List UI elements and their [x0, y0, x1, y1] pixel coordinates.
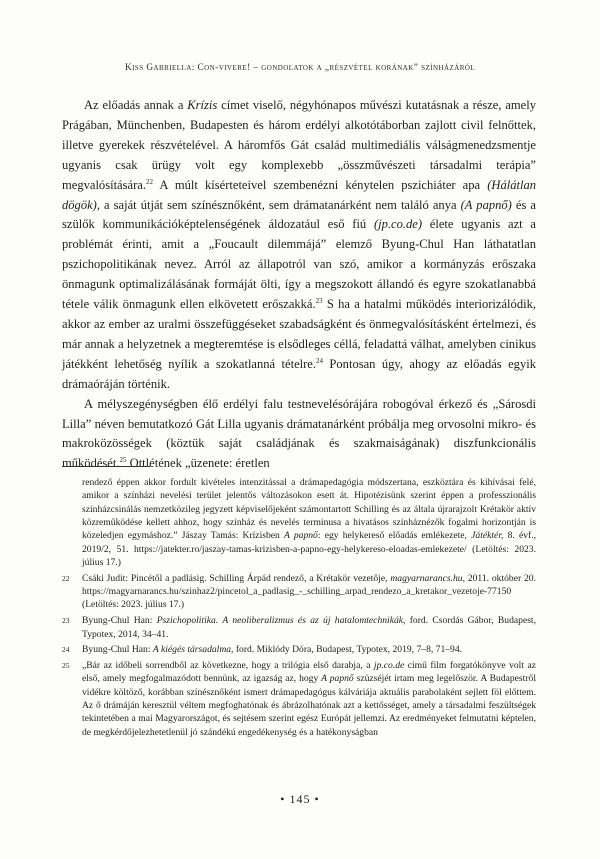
running-header: Kiss Gabriella: Con-vivere! – gondolatok a „részvétel korának” színházáról — [124, 63, 476, 73]
footnote-25: 25 „Bár az időbeli sorrendből az következne, hogy a trilógia első darabja, a jp.co.de című film forgatókönyve volt az első, amely megfogalmazódott bennünk, az igazság az, hogy A papnő szüzséjét írtam meg legelőször. A Budapestről vidékre költöző, korábban színésznőként ismert drámapedagógus kálváriája aktuális parabolaként sejlett föl előttem. Az ő drámáján keresztül véltem megfoghatónak és ábrázolhatónak azt a kettősséget, amely a társadalmi feszültségek tekintetében a mai Magyarországot, és sejtésem szerint egész Európát jellemzi. Az eredményeket felmutatni képtelen, de megkérdőjelezhetetlenül jó szándékú engedékenység és a hatékonyságban — [62, 660, 536, 738]
body-paragraph: Az előadás annak a Krízis címet viselő, négyhónapos művészi kutatásnak a része, amely Prágában, Münchenben, Budapesten és három erdélyi alkotótáborban zajlott civil felnőttek, illetve gyerekek részvételével. A háromfős Gát család multimediális válságmenedzsmentje ugyanis csak ürügy volt egy komplexebb „összművészeti társadalmi terápia” megvalósítására.$^{22}$ A múlt kísérteteivel szembenézni kénytelen pszichiáter apa (Hálátlan dögök), a saját útját sem színésznőként, sem drámatanárként nem találó anya (A papnő) és a szülők kommunikációképtelenségének áldozatául eső fiú (jp.co.de) élete ugyanis azt a problémát érinti, amit a „Foucault dilemmájá” elemző Byung-Chul Han láthatatlan pszichopolitikának nevez. Arról az állapotról van szó, amikor a kormányzás erőszaka önmagunk optimalizálásának formáját ölti, így a megszokott állandó és egyre szokatlanabbá tétele válik önmagunk ellen elkövetett erőszakká.$^{23}$ S ha a hatalmi működés interiorizálódik, akkor az ember az uralmi összefüggéseket szabadságként és önmegvalósításként értelmezi, és már annak a helyzetnek a megteremtése is elsődleges céllá, feladattá válhat, amelyben cinikus játékként lehetőség nyílik a szokatlanná tételre.$^{24}$ Pontosan úgy, ahogy az előadás egyik drámaóráján történik. — [62, 98, 536, 391]
footnotes — [62, 476, 536, 741]
footnote-number: 22 — [62, 573, 70, 583]
footnote-ref: 25 — [119, 456, 127, 465]
footnote-24: 24 Byung-Chul Han: A kiégés társadalma, ford. Miklódy Dóra, Budapest, Typotex, 2019, 7–8, 71–94. — [62, 644, 463, 656]
footnote-continued: rendező éppen akkor fordult kivételes intenzitással a drámapedagógia módszertana, eszköztára és kihívásai felé, amikor a színházi nevelési terület jelentős változásokon esett át. Hipotézisünk szerint éppen a professzionális színházcsinálás nemzetközileg jegyzett képviselőjeként számontartott Schilling és az általa újrarajzolt Krétakör aktív közreműködése kellett ahhoz, hogy színház és nevelés terminusa a hivatásos színháznézők fogalmi horizontján is közeledjen egymáshoz.” Jászay Tamás: Krízisben A papnő: egy helykereső előadás emlékezete, Játéktér, 8. évf., 2019/2, 51. https://jatekter.ro/jaszay-tamas-krizisben-a-papno-egy-helykereso-eloadas-emlekezete/ (Letöltés: 2023. július 17.) — [82, 477, 536, 569]
footnote-number: 23 — [62, 616, 70, 626]
footnote-ref: 23 — [315, 296, 323, 305]
page-number: • 145 • — [280, 792, 320, 806]
footnote-23: 23 Byung-Chul Han: Pszichopolitika. A neoliberalizmus és az új hatalomtechnikák, ford. Csordás Gábor, Budapest, Typotex, 2014, 34–41. — [62, 615, 536, 640]
body-paragraph: A mélyszegénységben élő erdélyi falu testnevelésórájára robogóval érkező és „Sárosdi Lilla” néven bemutatkozó Gát Lilla ugyanis drámatanárként próbálja meg orvosolni mikro- és makroközösségek (köztük saját családjának és szakmaiságának) diszfunkcionális működését.$^{25}$ Ottlétének „üzenete: éretlen — [62, 396, 536, 471]
footnote-ref: 22 — [145, 177, 153, 186]
main-text — [62, 96, 536, 474]
footnote-ref: 24 — [316, 356, 324, 365]
footnote-divider — [62, 466, 150, 467]
footnote-number: 25 — [62, 661, 70, 671]
footnote-22: 22 Csáki Judit: Pincétől a padlásig. Schilling Árpád rendező, a Krétakör vezetője, magyarnarancs.hu, 2011. október 20. https://magyarnarancs.hu/szinhaz2/pincetol_a_padlasig_-_schilling_arpad_rendezo_a_kretakor_vezetoje-77150 (Letöltés: 2023. július 17.) — [62, 572, 536, 611]
footnote-number: 24 — [62, 645, 70, 655]
